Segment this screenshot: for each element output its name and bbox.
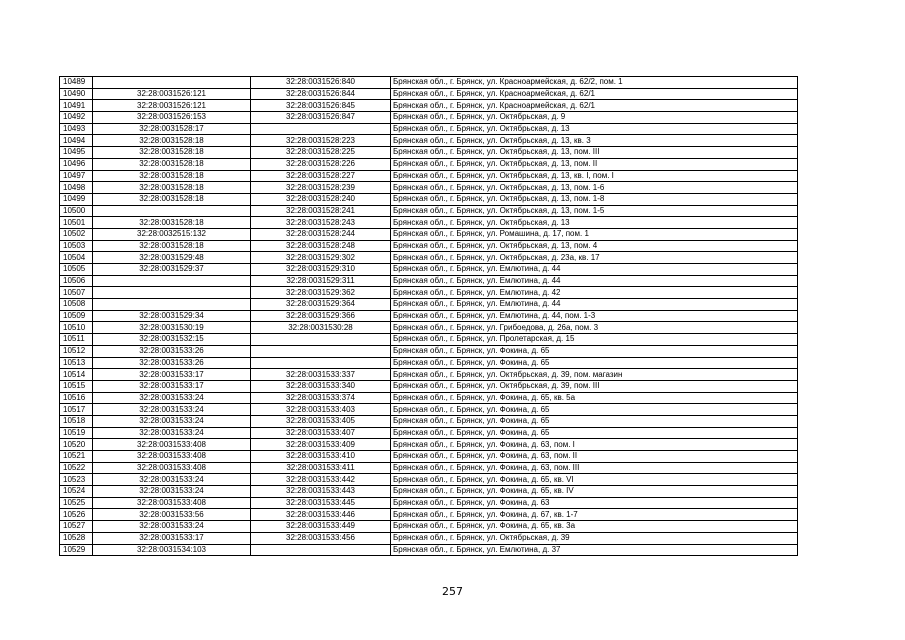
row-number-cell: 10510 — [60, 322, 93, 334]
cadastral-number-cell: 32:28:0031533:443 — [251, 486, 391, 498]
parent-cadastral-cell: 32:28:0031534:103 — [93, 544, 251, 556]
cadastral-number-cell: 32:28:0031528:225 — [251, 147, 391, 159]
row-number-cell: 10504 — [60, 252, 93, 264]
cadastral-number-cell: 32:28:0031529:362 — [251, 287, 391, 299]
table-row — [60, 474, 798, 486]
address-cell: Брянская обл., г. Брянск, ул. Фокина, д. 67, кв. 1-7 — [391, 509, 798, 521]
address-cell: Брянская обл., г. Брянск, ул. Октябрьская, д. 13 — [391, 123, 798, 135]
address-cell: Брянская обл., г. Брянск, ул. Фокина, д. 65, кв. 5а — [391, 392, 798, 404]
address-cell: Брянская обл., г. Брянск, ул. Красноармейская, д. 62/1 — [391, 100, 798, 112]
cadastral-number-cell: 32:28:0031533:405 — [251, 415, 391, 427]
parent-cadastral-cell: 32:28:0031533:26 — [93, 345, 251, 357]
parent-cadastral-cell: 32:28:0031529:34 — [93, 310, 251, 322]
row-number-cell: 10515 — [60, 380, 93, 392]
cadastral-number-cell: 32:28:0031526:847 — [251, 112, 391, 124]
row-number-cell: 10519 — [60, 427, 93, 439]
address-cell: Брянская обл., г. Брянск, ул. Фокина, д. 65 — [391, 404, 798, 416]
address-cell: Брянская обл., г. Брянск, ул. Грибоедова, д. 26а, пом. 3 — [391, 322, 798, 334]
cadastral-number-cell: 32:28:0031533:340 — [251, 380, 391, 392]
row-number-cell: 10507 — [60, 287, 93, 299]
address-cell: Брянская обл., г. Брянск, ул. Фокина, д. 65, кв. IV — [391, 486, 798, 498]
parent-cadastral-cell: 32:28:0031528:18 — [93, 158, 251, 170]
row-number-cell: 10512 — [60, 345, 93, 357]
parent-cadastral-cell: 32:28:0031526:153 — [93, 112, 251, 124]
cadastral-table — [59, 76, 798, 556]
cadastral-number-cell: 32:28:0031529:366 — [251, 310, 391, 322]
address-cell: Брянская обл., г. Брянск, ул. Фокина, д. 63, пом. I — [391, 439, 798, 451]
cadastral-number-cell — [251, 345, 391, 357]
table-row — [60, 462, 798, 474]
address-cell: Брянская обл., г. Брянск, ул. Емлютина, д. 42 — [391, 287, 798, 299]
address-cell: Брянская обл., г. Брянск, ул. Октябрьская, д. 13, пом. II — [391, 158, 798, 170]
parent-cadastral-cell: 32:28:0031526:121 — [93, 100, 251, 112]
table-row — [60, 264, 798, 276]
cadastral-number-cell: 32:28:0031529:310 — [251, 264, 391, 276]
row-number-cell: 10514 — [60, 369, 93, 381]
table-row — [60, 240, 798, 252]
parent-cadastral-cell: 32:28:0031533:17 — [93, 380, 251, 392]
cadastral-number-cell: 32:28:0031529:364 — [251, 299, 391, 311]
address-cell: Брянская обл., г. Брянск, ул. Емлютина, д. 44 — [391, 275, 798, 287]
table-row — [60, 100, 798, 112]
table-row — [60, 310, 798, 322]
address-cell: Брянская обл., г. Брянск, ул. Красноармейская, д. 62/1 — [391, 88, 798, 100]
address-cell: Брянская обл., г. Брянск, ул. Красноармейская, д. 62/2, пом. 1 — [391, 77, 798, 89]
cadastral-number-cell: 32:28:0031533:411 — [251, 462, 391, 474]
table-row — [60, 380, 798, 392]
row-number-cell: 10506 — [60, 275, 93, 287]
address-cell: Брянская обл., г. Брянск, ул. Емлютина, д. 44, пом. 1-3 — [391, 310, 798, 322]
cadastral-number-cell: 32:28:0031528:239 — [251, 182, 391, 194]
address-cell: Брянская обл., г. Брянск, ул. Фокина, д. 65 — [391, 357, 798, 369]
table-row — [60, 147, 798, 159]
parent-cadastral-cell: 32:28:0031528:18 — [93, 193, 251, 205]
row-number-cell: 10524 — [60, 486, 93, 498]
parent-cadastral-cell: 32:28:0031533:17 — [93, 369, 251, 381]
parent-cadastral-cell: 32:28:0031533:26 — [93, 357, 251, 369]
cadastral-number-cell — [251, 123, 391, 135]
address-cell: Брянская обл., г. Брянск, ул. Фокина, д. 65, кв. 3а — [391, 521, 798, 533]
cadastral-number-cell — [251, 334, 391, 346]
address-cell: Брянская обл., г. Брянск, ул. Октябрьская, д. 9 — [391, 112, 798, 124]
table-row — [60, 158, 798, 170]
cadastral-number-cell: 32:28:0031526:840 — [251, 77, 391, 89]
table-row — [60, 228, 798, 240]
address-cell: Брянская обл., г. Брянск, ул. Октябрьская, д. 13, пом. 1-6 — [391, 182, 798, 194]
address-cell: Брянская обл., г. Брянск, ул. Фокина, д. 65, кв. VI — [391, 474, 798, 486]
row-number-cell: 10508 — [60, 299, 93, 311]
parent-cadastral-cell: 32:28:0031528:18 — [93, 135, 251, 147]
cadastral-number-cell: 32:28:0031533:407 — [251, 427, 391, 439]
page-number: 257 — [442, 585, 463, 598]
table-row — [60, 275, 798, 287]
parent-cadastral-cell: 32:28:0031533:56 — [93, 509, 251, 521]
table-row — [60, 170, 798, 182]
cadastral-number-cell: 32:28:0031528:226 — [251, 158, 391, 170]
table-row — [60, 193, 798, 205]
parent-cadastral-cell: 32:28:0031528:18 — [93, 147, 251, 159]
address-cell: Брянская обл., г. Брянск, ул. Октябрьская, д. 13, пом. III — [391, 147, 798, 159]
cadastral-number-cell: 32:28:0031528:240 — [251, 193, 391, 205]
parent-cadastral-cell: 32:28:0031529:48 — [93, 252, 251, 264]
parent-cadastral-cell: 32:28:0031533:24 — [93, 392, 251, 404]
row-number-cell: 10498 — [60, 182, 93, 194]
row-number-cell: 10520 — [60, 439, 93, 451]
table-row — [60, 299, 798, 311]
address-cell: Брянская обл., г. Брянск, ул. Октябрьская, д. 39, пом. магазин — [391, 369, 798, 381]
cadastral-number-cell — [251, 544, 391, 556]
cadastral-number-cell: 32:28:0031533:446 — [251, 509, 391, 521]
table-row — [60, 486, 798, 498]
parent-cadastral-cell: 32:28:0031528:18 — [93, 170, 251, 182]
cadastral-number-cell — [251, 357, 391, 369]
table-row — [60, 427, 798, 439]
table-row — [60, 451, 798, 463]
address-cell: Брянская обл., г. Брянск, ул. Октябрьская, д. 13 — [391, 217, 798, 229]
row-number-cell: 10505 — [60, 264, 93, 276]
address-cell: Брянская обл., г. Брянск, ул. Емлютина, д. 44 — [391, 264, 798, 276]
row-number-cell: 10494 — [60, 135, 93, 147]
cadastral-number-cell: 32:28:0031533:403 — [251, 404, 391, 416]
table-row — [60, 357, 798, 369]
row-number-cell: 10509 — [60, 310, 93, 322]
row-number-cell: 10518 — [60, 415, 93, 427]
address-cell: Брянская обл., г. Брянск, ул. Емлютина, д. 44 — [391, 299, 798, 311]
parent-cadastral-cell: 32:28:0031529:37 — [93, 264, 251, 276]
table-row — [60, 497, 798, 509]
address-cell: Брянская обл., г. Брянск, ул. Октябрьская, д. 39, пом. III — [391, 380, 798, 392]
row-number-cell: 10489 — [60, 77, 93, 89]
address-cell: Брянская обл., г. Брянск, ул. Фокина, д. 63, пом. III — [391, 462, 798, 474]
cadastral-number-cell: 32:28:0031528:243 — [251, 217, 391, 229]
table-row — [60, 392, 798, 404]
row-number-cell: 10500 — [60, 205, 93, 217]
parent-cadastral-cell: 32:28:0031526:121 — [93, 88, 251, 100]
row-number-cell: 10513 — [60, 357, 93, 369]
table-row — [60, 135, 798, 147]
row-number-cell: 10528 — [60, 532, 93, 544]
cadastral-number-cell: 32:28:0031528:223 — [251, 135, 391, 147]
table-row — [60, 404, 798, 416]
parent-cadastral-cell: 32:28:0031528:17 — [93, 123, 251, 135]
cadastral-number-cell: 32:28:0031533:449 — [251, 521, 391, 533]
address-cell: Брянская обл., г. Брянск, ул. Фокина, д. 63 — [391, 497, 798, 509]
row-number-cell: 10497 — [60, 170, 93, 182]
parent-cadastral-cell: 32:28:0031533:17 — [93, 532, 251, 544]
cadastral-number-cell: 32:28:0031528:248 — [251, 240, 391, 252]
table-row — [60, 334, 798, 346]
cadastral-number-cell: 32:28:0031533:337 — [251, 369, 391, 381]
row-number-cell: 10501 — [60, 217, 93, 229]
address-cell: Брянская обл., г. Брянск, ул. Октябрьская, д. 13, кв. 3 — [391, 135, 798, 147]
row-number-cell: 10511 — [60, 334, 93, 346]
address-cell: Брянская обл., г. Брянск, ул. Октябрьская, д. 13, пом. 4 — [391, 240, 798, 252]
parent-cadastral-cell — [93, 299, 251, 311]
parent-cadastral-cell — [93, 287, 251, 299]
cadastral-number-cell: 32:28:0031533:409 — [251, 439, 391, 451]
cadastral-number-cell: 32:28:0031529:302 — [251, 252, 391, 264]
table-row — [60, 415, 798, 427]
parent-cadastral-cell — [93, 205, 251, 217]
row-number-cell: 10521 — [60, 451, 93, 463]
row-number-cell: 10516 — [60, 392, 93, 404]
table-body — [60, 77, 798, 556]
address-cell: Брянская обл., г. Брянск, ул. Октябрьская, д. 23а, кв. 17 — [391, 252, 798, 264]
address-cell: Брянская обл., г. Брянск, ул. Фокина, д. 63, пом. II — [391, 451, 798, 463]
address-cell: Брянская обл., г. Брянск, ул. Емлютина, д. 37 — [391, 544, 798, 556]
cadastral-number-cell: 32:28:0031533:442 — [251, 474, 391, 486]
cadastral-number-cell: 32:28:0031526:844 — [251, 88, 391, 100]
row-number-cell: 10503 — [60, 240, 93, 252]
cadastral-number-cell: 32:28:0031528:244 — [251, 228, 391, 240]
cadastral-number-cell: 32:28:0031533:456 — [251, 532, 391, 544]
parent-cadastral-cell: 32:28:0031532:15 — [93, 334, 251, 346]
table-row — [60, 252, 798, 264]
row-number-cell: 10517 — [60, 404, 93, 416]
address-cell: Брянская обл., г. Брянск, ул. Ромашина, д. 17, пом. 1 — [391, 228, 798, 240]
parent-cadastral-cell: 32:28:0031533:24 — [93, 427, 251, 439]
row-number-cell: 10523 — [60, 474, 93, 486]
parent-cadastral-cell: 32:28:0031533:24 — [93, 404, 251, 416]
address-cell: Брянская обл., г. Брянск, ул. Октябрьская, д. 13, пом. 1-8 — [391, 193, 798, 205]
table-row — [60, 439, 798, 451]
row-number-cell: 10525 — [60, 497, 93, 509]
table-row — [60, 77, 798, 89]
row-number-cell: 10493 — [60, 123, 93, 135]
table-row — [60, 521, 798, 533]
parent-cadastral-cell: 32:28:0032515:132 — [93, 228, 251, 240]
row-number-cell: 10502 — [60, 228, 93, 240]
parent-cadastral-cell: 32:28:0031528:18 — [93, 182, 251, 194]
address-cell: Брянская обл., г. Брянск, ул. Фокина, д. 65 — [391, 427, 798, 439]
address-cell: Брянская обл., г. Брянск, ул. Октябрьская, д. 39 — [391, 532, 798, 544]
parent-cadastral-cell: 32:28:0031533:408 — [93, 497, 251, 509]
parent-cadastral-cell: 32:28:0031533:24 — [93, 474, 251, 486]
table-row — [60, 217, 798, 229]
table-row — [60, 112, 798, 124]
cadastral-number-cell: 32:28:0031530:28 — [251, 322, 391, 334]
parent-cadastral-cell: 32:28:0031528:18 — [93, 217, 251, 229]
address-cell: Брянская обл., г. Брянск, ул. Октябрьская, д. 13, кв. I, пом. I — [391, 170, 798, 182]
row-number-cell: 10529 — [60, 544, 93, 556]
row-number-cell: 10492 — [60, 112, 93, 124]
parent-cadastral-cell: 32:28:0031528:18 — [93, 240, 251, 252]
address-cell: Брянская обл., г. Брянск, ул. Фокина, д. 65 — [391, 345, 798, 357]
parent-cadastral-cell: 32:28:0031533:24 — [93, 521, 251, 533]
table-row — [60, 369, 798, 381]
table-row — [60, 123, 798, 135]
parent-cadastral-cell: 32:28:0031533:408 — [93, 451, 251, 463]
parent-cadastral-cell: 32:28:0031530:19 — [93, 322, 251, 334]
table-row — [60, 88, 798, 100]
cadastral-number-cell: 32:28:0031526:845 — [251, 100, 391, 112]
parent-cadastral-cell — [93, 77, 251, 89]
row-number-cell: 10522 — [60, 462, 93, 474]
table-row — [60, 182, 798, 194]
parent-cadastral-cell: 32:28:0031533:408 — [93, 462, 251, 474]
parent-cadastral-cell: 32:28:0031533:24 — [93, 415, 251, 427]
table-row — [60, 544, 798, 556]
cadastral-number-cell: 32:28:0031529:311 — [251, 275, 391, 287]
cadastral-number-cell: 32:28:0031533:374 — [251, 392, 391, 404]
table-row — [60, 509, 798, 521]
table-row — [60, 345, 798, 357]
table-row — [60, 532, 798, 544]
cadastral-number-cell: 32:28:0031528:241 — [251, 205, 391, 217]
row-number-cell: 10527 — [60, 521, 93, 533]
cadastral-number-cell: 32:28:0031533:410 — [251, 451, 391, 463]
cadastral-number-cell: 32:28:0031528:227 — [251, 170, 391, 182]
parent-cadastral-cell: 32:28:0031533:408 — [93, 439, 251, 451]
parent-cadastral-cell — [93, 275, 251, 287]
row-number-cell: 10495 — [60, 147, 93, 159]
table-row — [60, 322, 798, 334]
parent-cadastral-cell: 32:28:0031533:24 — [93, 486, 251, 498]
address-cell: Брянская обл., г. Брянск, ул. Пролетарская, д. 15 — [391, 334, 798, 346]
row-number-cell: 10499 — [60, 193, 93, 205]
row-number-cell: 10496 — [60, 158, 93, 170]
row-number-cell: 10490 — [60, 88, 93, 100]
table-row — [60, 205, 798, 217]
row-number-cell: 10491 — [60, 100, 93, 112]
table-row — [60, 287, 798, 299]
row-number-cell: 10526 — [60, 509, 93, 521]
address-cell: Брянская обл., г. Брянск, ул. Фокина, д. 65 — [391, 415, 798, 427]
cadastral-number-cell: 32:28:0031533:445 — [251, 497, 391, 509]
address-cell: Брянская обл., г. Брянск, ул. Октябрьская, д. 13, пом. 1-5 — [391, 205, 798, 217]
